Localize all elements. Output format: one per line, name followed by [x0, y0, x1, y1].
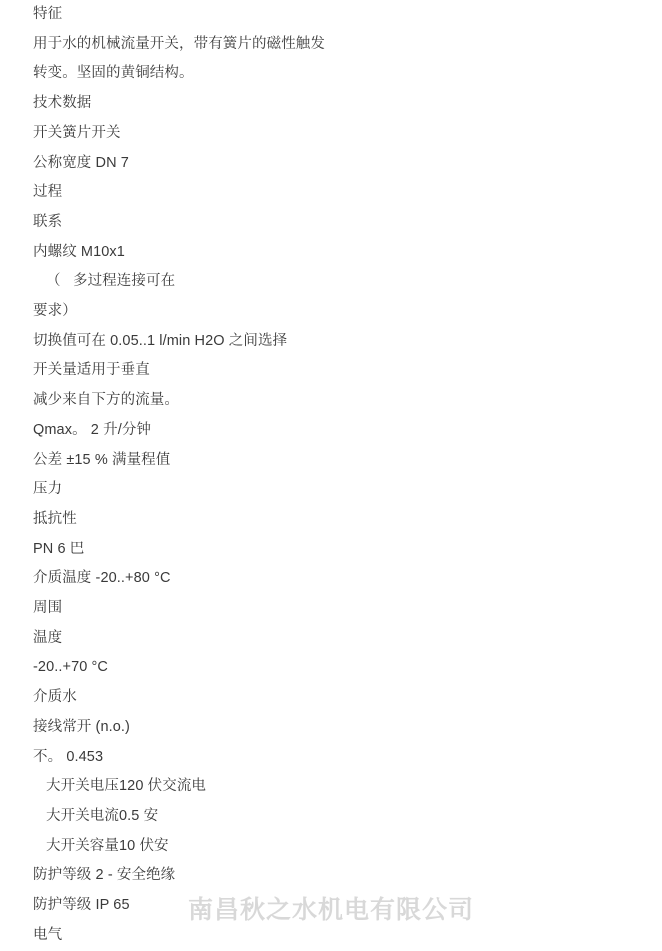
document-line: 介质水 — [33, 689, 77, 706]
document-line: 不。 0.453 — [33, 748, 104, 765]
document-line: 公差 ±15 % 满量程值 — [33, 451, 171, 468]
document-line: 联系 — [33, 213, 63, 230]
document-line: 周围 — [33, 600, 63, 617]
document-line: 要求） — [33, 303, 77, 320]
document-line: 防护等级 2 - 安全绝缘 — [33, 867, 176, 884]
document-line: PN 6 巴 — [33, 540, 85, 557]
document-line: 技术数据 — [33, 95, 92, 112]
document-line: 开关量适用于垂直 — [33, 362, 150, 379]
document-line: 压力 — [33, 481, 63, 498]
document-line: 内螺纹 M10x1 — [33, 243, 125, 260]
document-line: 电气 — [33, 926, 63, 943]
document-line: Qmax。 2 升/分钟 — [33, 421, 152, 438]
document-line: 特征 — [33, 6, 63, 22]
document-line: 用于水的机械流量开关，带有簧片的磁性触发 — [33, 35, 325, 52]
document-line: 大开关容量10 伏安 — [46, 837, 169, 854]
document-line: 过程 — [33, 184, 63, 201]
document-line: 转变。坚固的黄铜结构。 — [33, 65, 194, 82]
watermark: 南昌秋之水机电有限公司 — [187, 896, 474, 924]
document-line: 抵抗性 — [33, 510, 77, 527]
document-line: 接线常开 (n.o.) — [33, 718, 130, 735]
document-line: 大开关电压120 伏交流电 — [46, 778, 207, 795]
document-line: 介质温度 -20..+80 °C — [33, 570, 171, 587]
document-line: 公称宽度 DN 7 — [33, 154, 129, 171]
document-line: 防护等级 IP 65 — [33, 897, 130, 914]
document-line: 减少来自下方的流量。 — [33, 392, 179, 409]
document-line: -20..+70 °C — [33, 659, 109, 676]
document-line: 开关簧片开关 — [33, 124, 121, 141]
document-line: （ 多过程连接可在 — [46, 273, 176, 290]
document-line: 大开关电流0.5 安 — [46, 807, 159, 824]
document-line: 切换值可在 0.05..1 l/min H2O 之间选择 — [33, 332, 288, 349]
document-line: 温度 — [33, 629, 63, 646]
